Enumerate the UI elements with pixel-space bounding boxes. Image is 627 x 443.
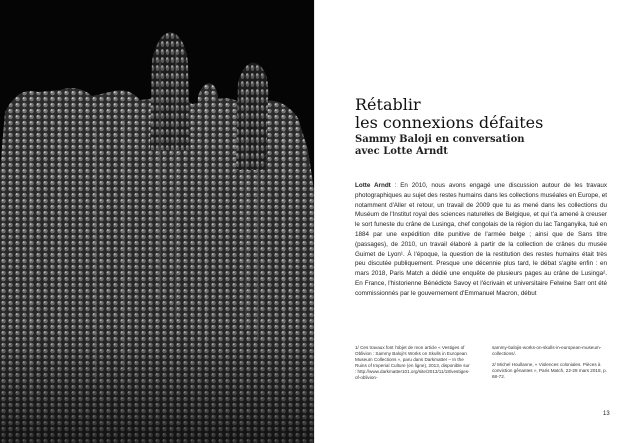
body-text: : En 2010, nous avons engagé une discussion autour de les travaux photographiques au sujet des restes humains dans les collections muséales en Europe, et notamment d'Aller et retour, un travail de 2009 que tu as mené dans les collections du Muséum de l'Institut royal des sciences naturelles de Belgique, et qui t'a amené à creuser le sort funeste du crâne de Lusinga, chef congolais de la région du lac Tanganyika, tué en 1884 par une expédition dite punitive de l'armée belge ; ainsi que de Sans titre (passages), de 2010, un travail élaboré à partir de la collection de crânes du musée Guimet de Lyon¹. À l'époque, la question de la restitution des restes humains était très peu discutée publiquement. Presque une décennie plus tard, le débat s'agite enfin : en mars 2018, Paris Match a dédié une enquête de plusieurs pages au crâne de Lusinga². En France, l'historienne Bénédicte Savoy et l'écrivain et universitaire Felwine Sarr ont été commissionnés par le gouvernement d'Emmanuel Macron, début bbox=[355, 182, 607, 297]
title-line-1: Rétablir bbox=[355, 95, 421, 114]
title-line-2: les connexions défaites bbox=[355, 113, 544, 132]
footnote-2: 2/ Michel Houllanne, « Violences coloniales. Pièces à conviction gênantes », Paris Match, 22-28 mars 2018, p. 68-72. bbox=[492, 362, 607, 379]
page-number: 13 bbox=[603, 411, 610, 417]
article-title bbox=[355, 96, 605, 132]
speaker-name: Lotte Arndt bbox=[355, 182, 391, 189]
interview-body bbox=[355, 181, 607, 299]
article-subtitle bbox=[355, 134, 605, 158]
footnotes-right-column bbox=[492, 345, 609, 385]
footnote-1-continued: sammy-balojis-works-on-skulls-in-european-museum-collections/. bbox=[492, 345, 602, 356]
subtitle-line-2: avec Lotte Arndt bbox=[355, 146, 448, 157]
subtitle-line-1: Sammy Baloji en conversation bbox=[355, 134, 525, 145]
text-page bbox=[315, 0, 627, 443]
footnote-1: 1/ Ces travaux font l'objet de mon article « Vestiges of Oblivion : Sammy Baloji's Works on Skulls in European Museum Collections », paru dans Darkmatter – In the Ruins of Imperial Culture (en ligne), 2013, disponible sur : http://www.darkmatter101.org/site/2013/11/18/vestiges-of-oblivion- bbox=[355, 345, 470, 380]
